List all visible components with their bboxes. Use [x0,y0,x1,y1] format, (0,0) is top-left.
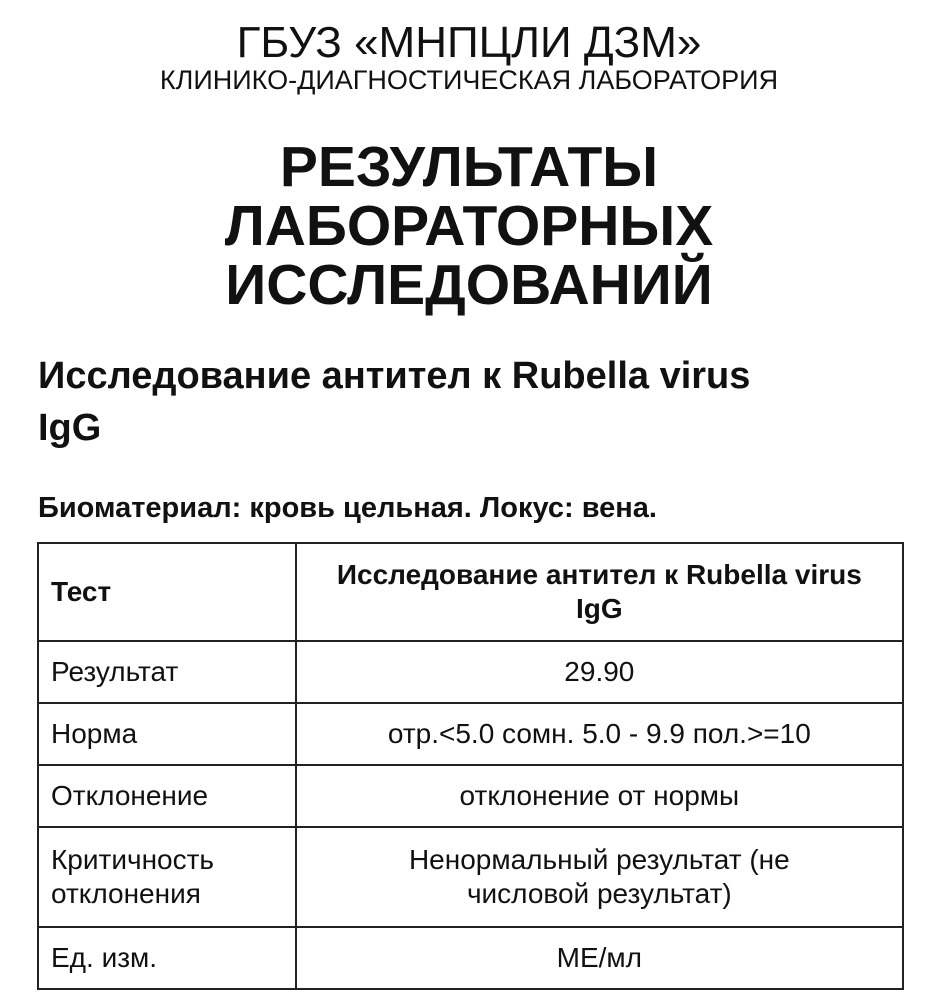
row-value-line: Ненормальный результат (не [408,844,790,875]
row-value-line: отр.<5.0 сомн. 5.0 - 9.9 пол.>=10 [387,718,811,749]
test-heading [38,350,898,454]
row-value-line: числовой результат) [466,878,732,909]
row-label-line: Норма [51,718,138,749]
table-row [38,927,903,989]
row-value-line: отклонение от нормы [459,780,740,811]
table-row [38,703,903,765]
table-row [38,641,903,703]
row-label-line: Отклонение [51,780,209,811]
row-label-line: отклонения [51,878,201,909]
organization-subtitle: КЛИНИКО-ДИАГНОСТИЧЕСКАЯ ЛАБОРАТОРИЯ [159,65,779,95]
report-title-line: ИССЛЕДОВАНИЙ [225,253,713,317]
row-value-cell [296,703,903,765]
row-label-line: Результат [51,656,179,687]
row-value-line: 29.90 [564,656,635,687]
header-value-line: Исследование антител к Rubella virus [336,559,862,590]
row-label-cell [38,641,296,703]
row-label-line: Ед. изм. [51,942,158,973]
table-row [38,765,903,827]
row-value-line: МЕ/мл [556,942,643,973]
header-value-cell [296,543,903,641]
table-header-row [38,543,903,641]
row-label-cell [38,765,296,827]
results-table [37,542,904,990]
table-row [38,827,903,927]
biomaterial-info: Биоматериал: кровь цельная. Локус: вена. [38,492,657,524]
row-value-cell [296,641,903,703]
organization-name: ГБУЗ «МНПЦЛИ ДЗМ» [236,18,702,67]
header-label-cell: Тест [38,543,296,641]
row-label-cell [38,703,296,765]
report-title-line: ЛАБОРАТОРНЫХ [224,194,714,258]
row-label-cell [38,827,296,927]
row-value-cell [296,927,903,989]
report-title [0,135,938,317]
row-label-cell [38,927,296,989]
test-heading-line: IgG [38,407,102,449]
test-heading-line: Исследование антител к Rubella virus [38,355,751,397]
report-title-line: РЕЗУЛЬТАТЫ [279,135,659,199]
row-label-line: Критичность [51,844,215,875]
row-value-cell [296,765,903,827]
header-value-line: IgG [576,593,623,624]
row-value-cell [296,827,903,927]
